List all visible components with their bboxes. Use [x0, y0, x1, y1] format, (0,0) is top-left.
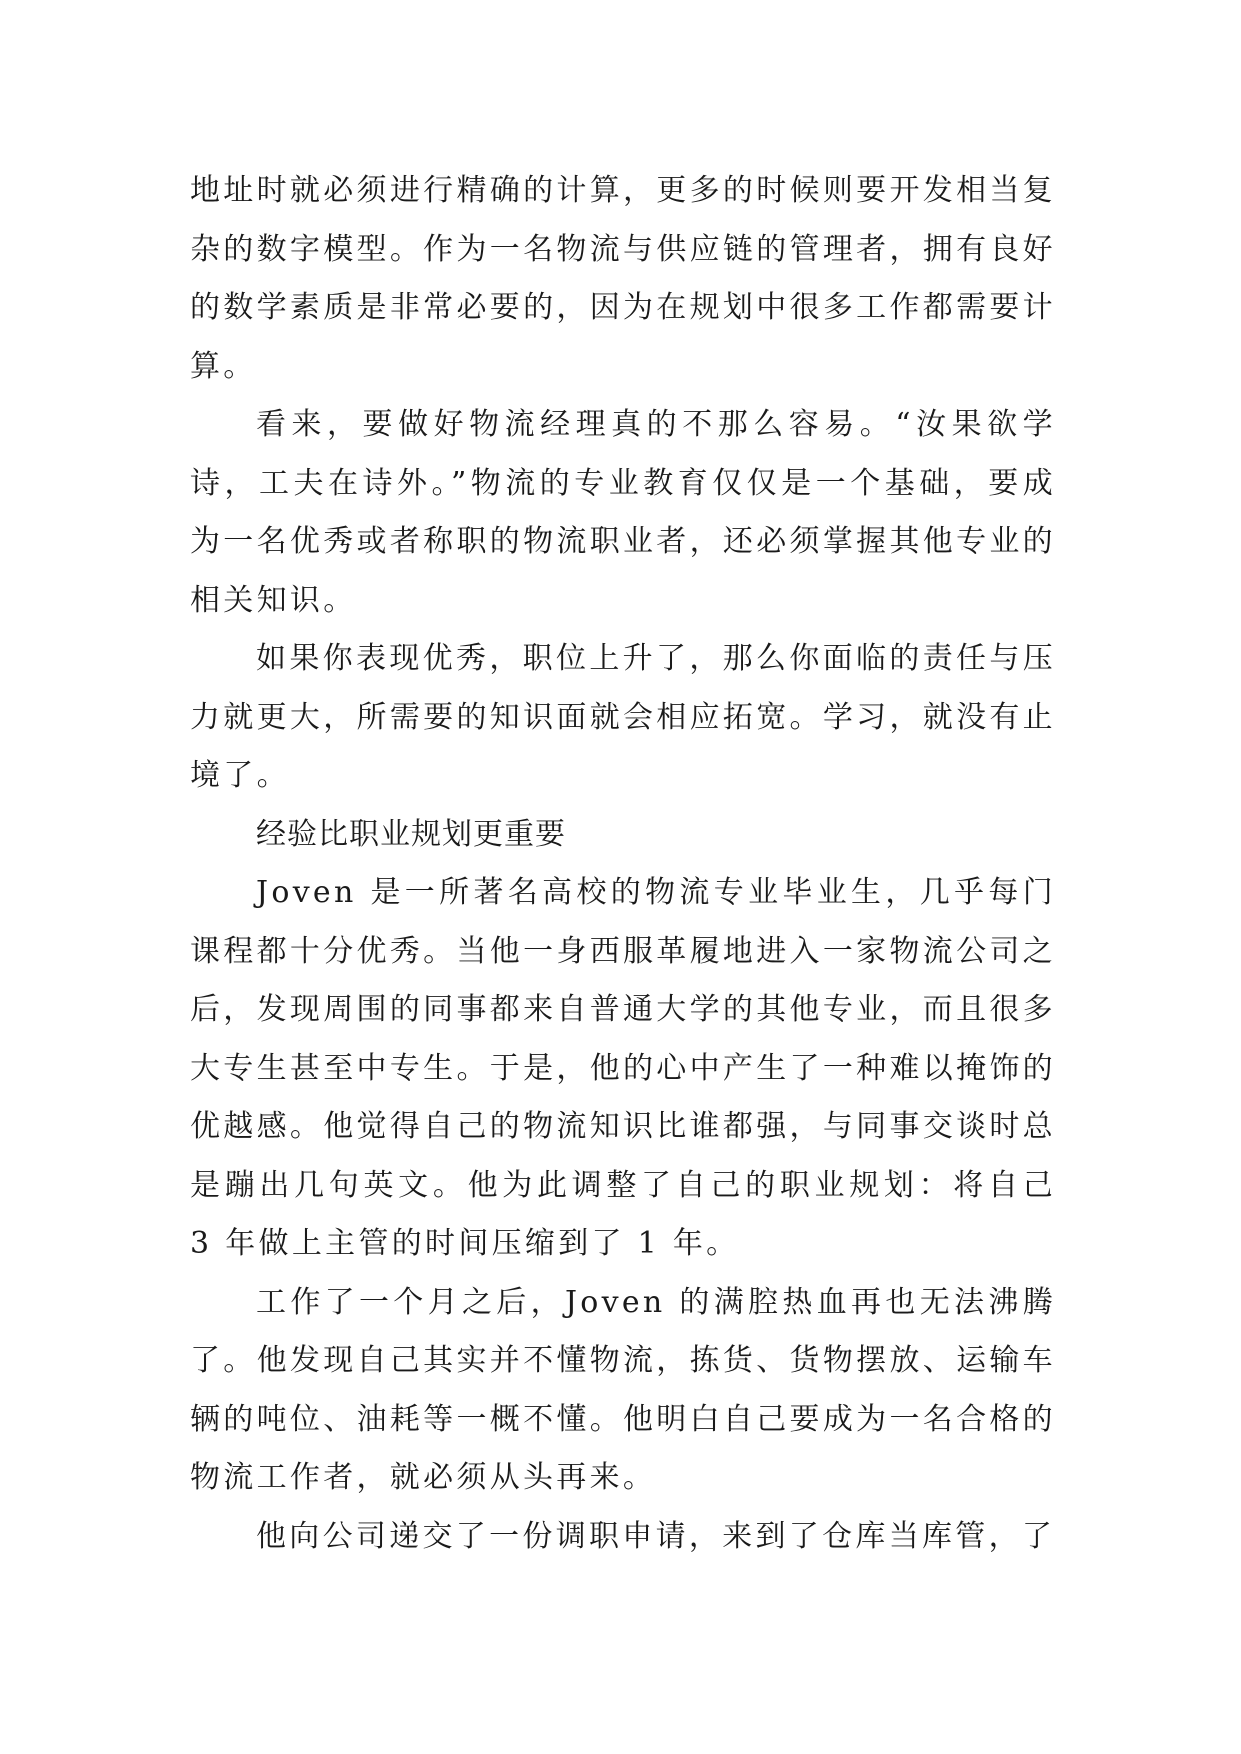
document-body [190, 162, 1056, 1566]
paragraph-4: Joven 是一所著名高校的物流专业毕业生，几乎每门课程都十分优秀。当他一身西服革履地进入一家物流公司之后，发现周围的同事都来自普通大学的其他专业，而且很多大专生甚至中专生。于是，他的心中产生了一种难以掩饰的优越感。他觉得自己的物流知识比谁都强，与同事交谈时总是蹦出几句英文。他为此调整了自己的职业规划：将自己 3 年做上主管的时间压缩到了 1 年。 [190, 875, 1056, 1261]
paragraph-3: 如果你表现优秀，职位上升了，那么你面临的责任与压力就更大，所需要的知识面就会相应拓宽。学习，就没有止境了。 [190, 641, 1056, 793]
paragraph-1: 地址时就必须进行精确的计算，更多的时候则要开发相当复杂的数字模型。作为一名物流与供应链的管理者，拥有良好的数学素质是非常必要的，因为在规划中很多工作都需要计算。 [190, 173, 1056, 384]
section-heading: 经验比职业规划更重要 [256, 816, 566, 852]
paragraph-2: 看来，要做好物流经理真的不那么容易。“汝果欲学诗，工夫在诗外。”物流的专业教育仅仅是一个基础，要成为一名优秀或者称职的物流职业者，还必须掌握其他专业的相关知识。 [190, 407, 1056, 618]
paragraph-5: 工作了一个月之后，Joven 的满腔热血再也无法沸腾了。他发现自己其实并不懂物流，拣货、货物摆放、运输车辆的吨位、油耗等一概不懂。他明白自己要成为一名合格的物流工作者，就必须从头再来。 [190, 1284, 1056, 1495]
paragraph-6: 他向公司递交了一份调职申请，来到了仓库当库管，了 [256, 1518, 1056, 1554]
